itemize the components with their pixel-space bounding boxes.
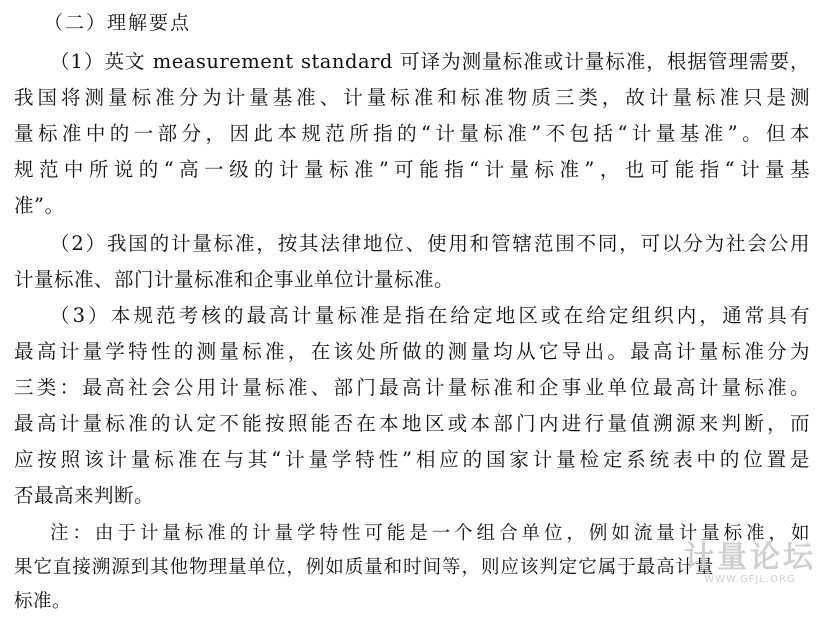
paragraph-3-line: 最高计量学特性的测量标准，在该处所做的测量均从它导出。最高计量标准分为 bbox=[14, 340, 810, 363]
note-line: 标准。 bbox=[14, 591, 72, 612]
paragraph-3-line: （3）本规范考核的最高计量标准是指在给定地区或在给定组织内，通常具有 bbox=[50, 304, 810, 327]
section-heading: （二）理解要点 bbox=[44, 12, 192, 34]
paragraph-2-line: （2）我国的计量标准，按其法律地位、使用和管辖范围不同，可以分为社会公用 bbox=[50, 232, 810, 255]
paragraph-3-line: 应按照该计量标准在与其“计量学特性”相应的国家计量检定系统表中的位置是 bbox=[14, 448, 810, 471]
watermark-url: WWW.GFJL.ORG bbox=[704, 574, 796, 585]
note-line: 果它直接溯源到其他物理量单位，例如质量和时间等，则应该判定它属于最高计量 bbox=[14, 557, 714, 578]
paragraph-2-line: 计量标准、部门计量标准和企事业单位计量标准。 bbox=[14, 268, 455, 291]
paragraph-1-line: 规范中所说的“高一级的计量标准”可能指“计量标准”，也可能指“计量基 bbox=[14, 158, 810, 181]
paragraph-3-line: 最高计量标准的认定不能按照能否在本地区或本部门内进行量值溯源来判断，而 bbox=[14, 412, 810, 435]
paragraph-1-line: 准”。 bbox=[14, 194, 65, 217]
note-line: 注：由于计量标准的计量学特性可能是一个组合单位，例如流量计量标准，如 bbox=[50, 523, 810, 544]
paragraph-1-line: （1）英文 measurement standard 可译为测量标准或计量标准，根据管理需要， bbox=[50, 50, 810, 73]
paragraph-1-line: 我国将测量标准分为计量基准、计量标准和标准物质三类，故计量标准只是测 bbox=[14, 86, 810, 109]
paragraph-3-line: 否最高来判断。 bbox=[14, 484, 155, 507]
forum-watermark bbox=[684, 542, 816, 585]
paragraph-1-line: 量标准中的一部分，因此本规范所指的“计量标准”不包括“计量基准”。但本 bbox=[14, 122, 810, 145]
watermark-title: 计量论坛 bbox=[684, 540, 816, 575]
paragraph-3-line: 三类：最高社会公用计量标准、部门最高计量标准和企事业单位最高计量标准。 bbox=[14, 376, 810, 399]
